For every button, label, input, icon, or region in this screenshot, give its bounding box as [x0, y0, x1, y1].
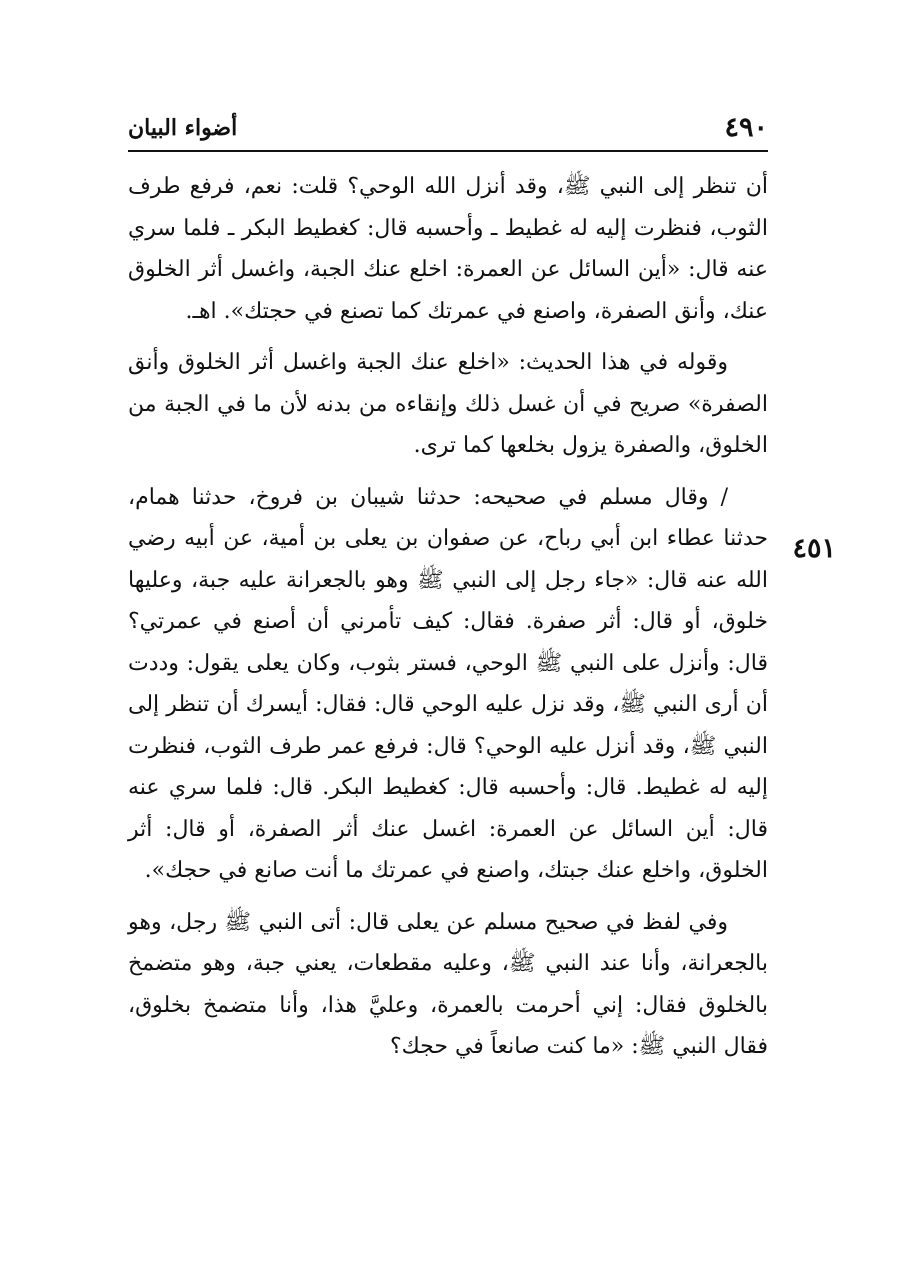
main-text — [128, 166, 768, 1068]
page-header — [128, 108, 768, 148]
margin-page-marker: ٤٥١ — [792, 533, 836, 564]
running-title: أضواء البيان — [128, 115, 238, 141]
header-divider — [128, 150, 768, 152]
paragraph-muslim-narration: / وقال مسلم في صحيحه: حدثنا شيبان بن فروخ، حدثنا همام، حدثنا عطاء ابن أبي رباح، عن صفوان بن يعلى بن أمية، عن أبيه رضي الله عنه قال: «جاء رجل إلى النبي ﷺ وهو بالجعرانة عليه جبة، وعليها خلوق، أو قال: أثر صفرة. فقال: كيف تأمرني أن أصنع في عمرتي؟ قال: وأنزل على النبي ﷺ الوحي، فستر بثوب، وكان يعلى يقول: وددت أن أرى النبي ﷺ، وقد نزل عليه الوحي قال: فقال: أيسرك أن تنظر إلى النبي ﷺ، وقد أنزل عليه الوحي؟ قال: فرفع عمر طرف الثوب، فنظرت إليه له غطيط. قال: وأحسبه قال: كغطيط البكر. قال: فلما سري عنه قال: أين السائل عن العمرة: اغسل عنك أثر الصفرة، أو قال: أثر الخلوق، واخلع عنك جبتك، واصنع في عمرتك ما أنت صانع في حجك». — [128, 484, 768, 883]
paragraph-muslim-variant: وفي لفظ في صحيح مسلم عن يعلى قال: أتى النبي ﷺ رجل، وهو بالجعرانة، وأنا عند النبي ﷺ، وعليه مقطعات، يعني جبة، وهو متضمخ بالخلوق فقال: إني أحرمت بالعمرة، وعليَّ هذا، وأنا متضمخ بخلوق، فقال النبي ﷺ: «ما كنت صانعاً في حجك؟ — [128, 909, 768, 1059]
page-number: ٤٩٠ — [724, 112, 768, 143]
paragraph-hadith-continuation: أن تنظر إلى النبي ﷺ، وقد أنزل الله الوحي؟ قلت: نعم، فرفع طرف الثوب، فنظرت إليه له غطيط ـ وأحسبه قال: كغطيط البكر ـ فلما سري عنه قال: «أين السائل عن العمرة: اخلع عنك الجبة، واغسل أثر الخلوق عنك، وأنق الصفرة، واصنع في عمرتك كما تصنع في حجتك». اهـ. — [128, 174, 768, 324]
paragraph-commentary: وقوله في هذا الحديث: «اخلع عنك الجبة واغسل أثر الخلوق وأنق الصفرة» صريح في أن غسل ذلك وإنقاءه من بدنه لأن ما في الجبة من الخلوق، والصفرة يزول بخلعها كما ترى. — [128, 350, 768, 458]
